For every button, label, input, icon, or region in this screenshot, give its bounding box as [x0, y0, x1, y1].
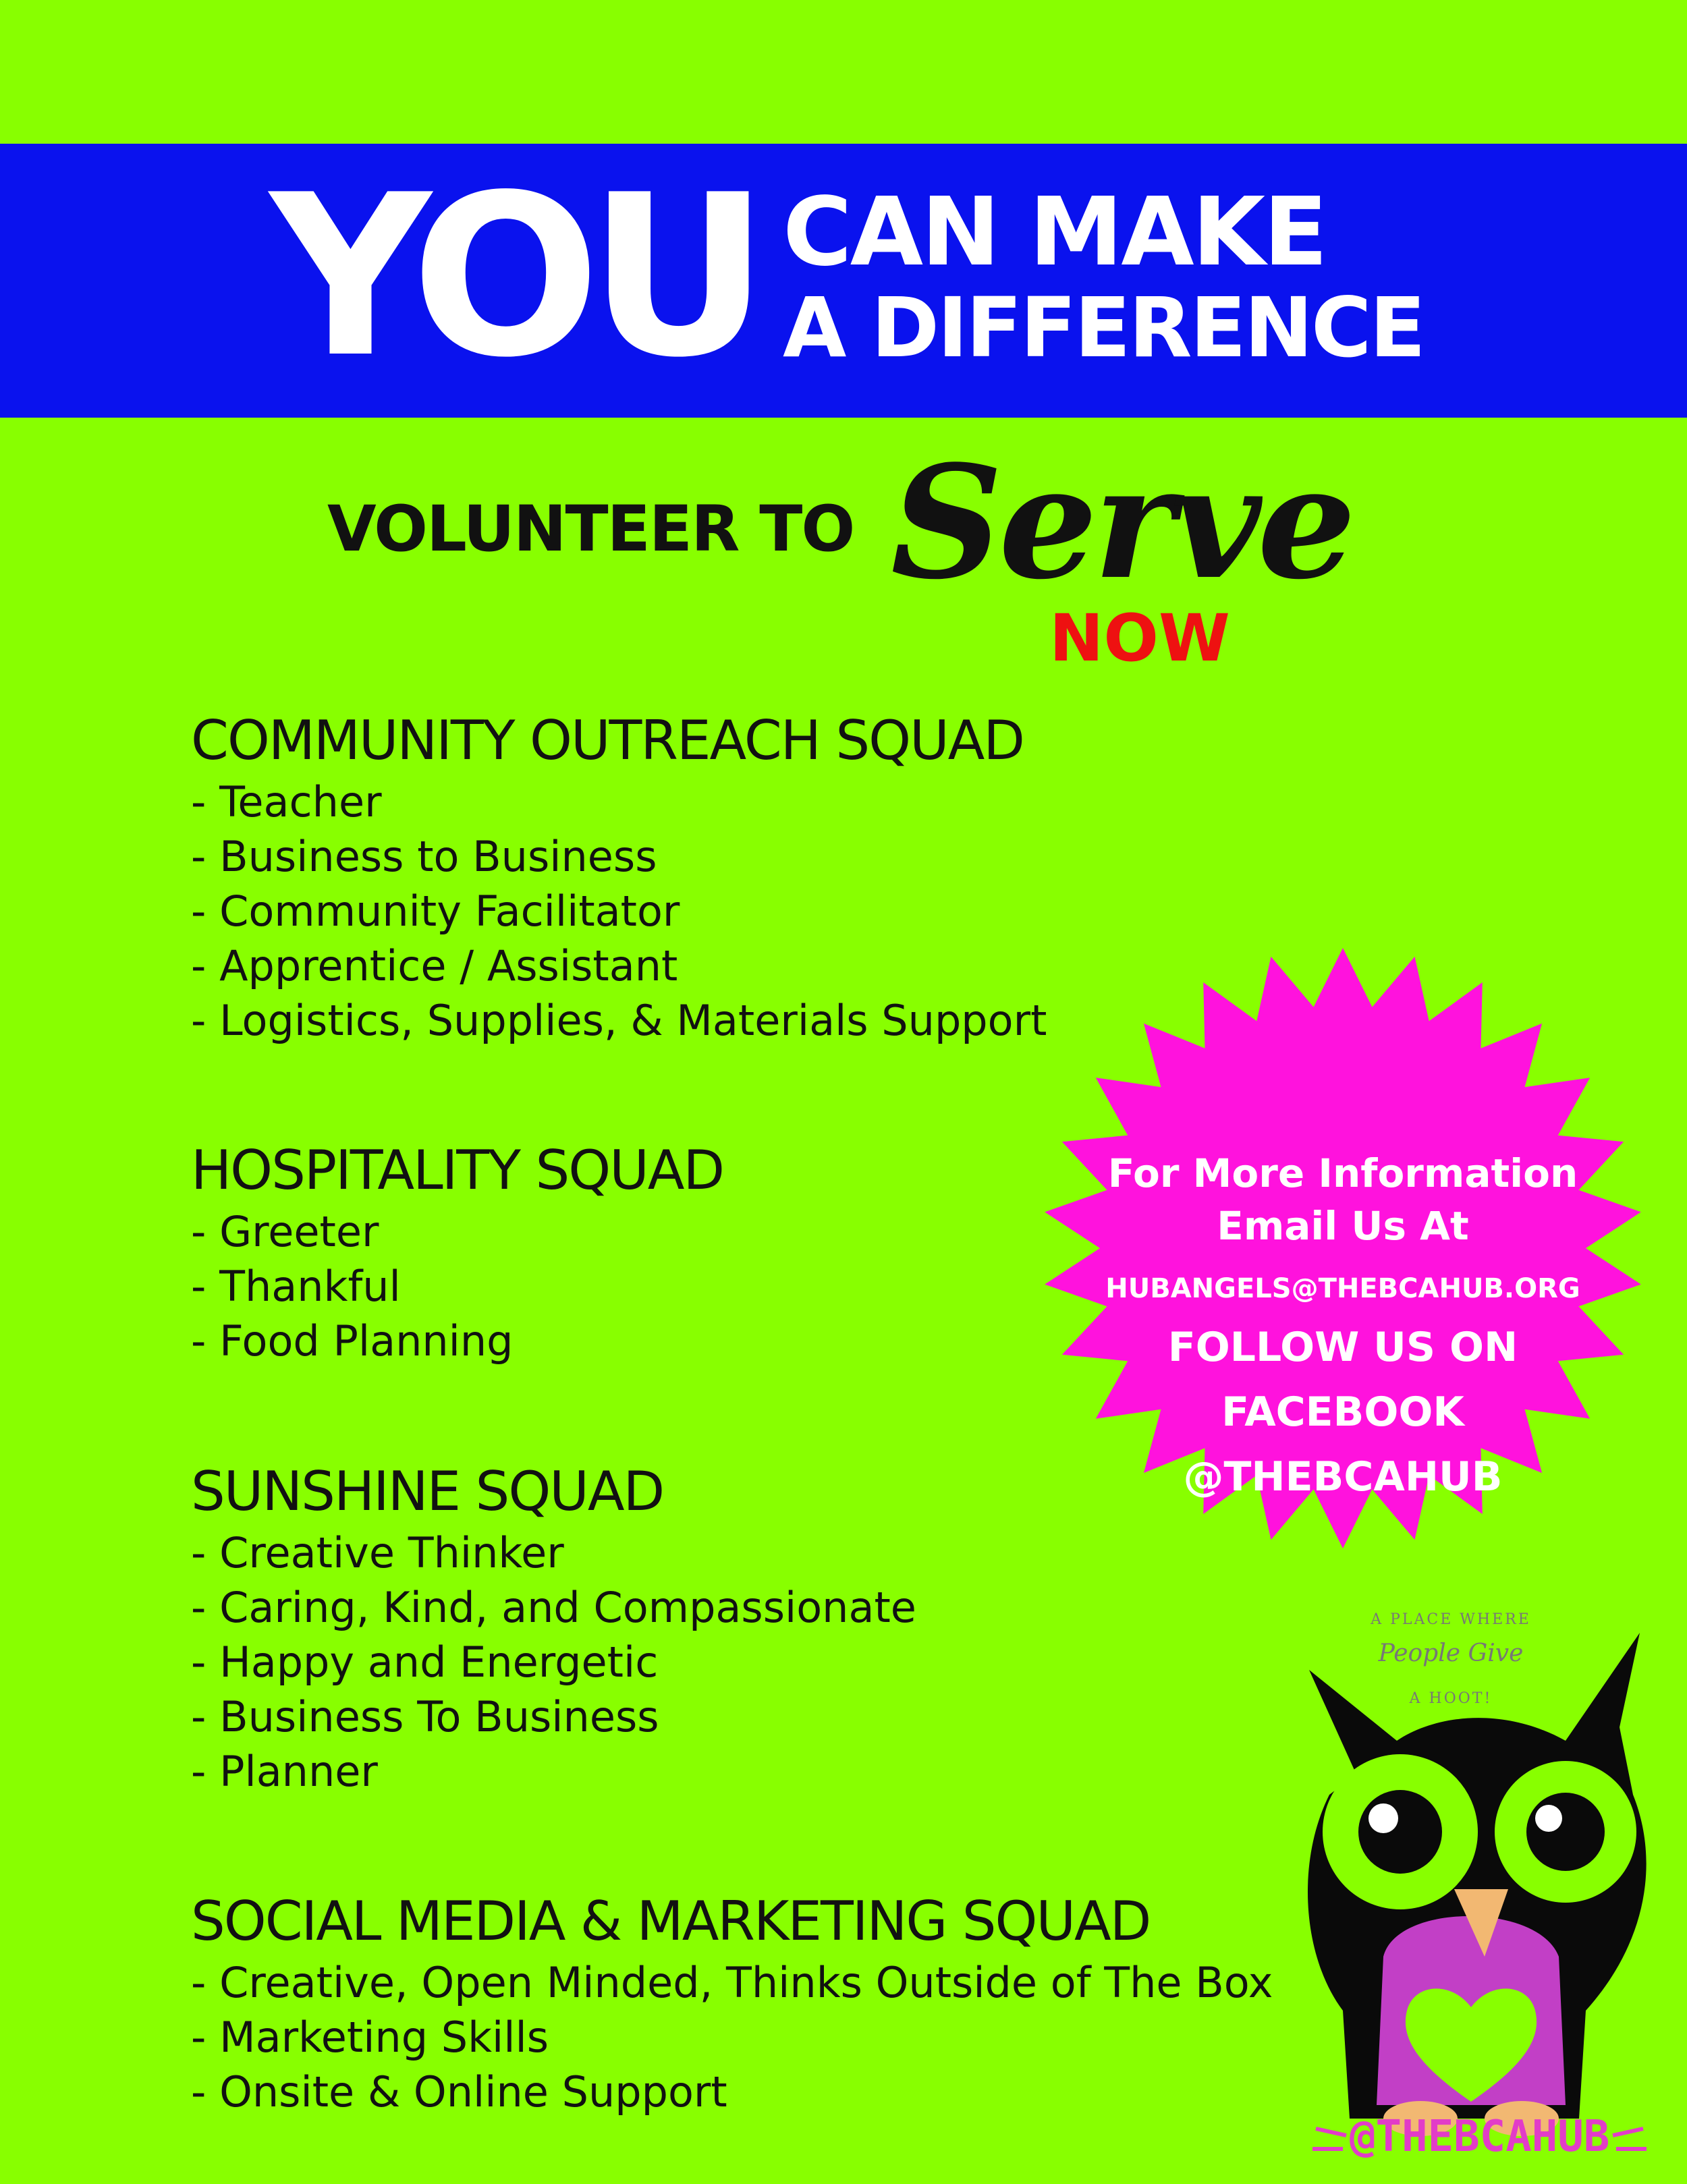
owl-left-glint-icon	[1368, 1803, 1398, 1833]
squad-sunshine	[191, 1459, 916, 1799]
owl-tagline-line-2: People Give	[1378, 1640, 1524, 1667]
dash-icon	[1316, 2129, 1346, 2135]
owl-left-pupil-icon	[1358, 1790, 1442, 1874]
list-item: - Creative, Open Minded, Thinks Outside of The Box	[191, 1958, 1273, 2007]
owl-logo-icon	[1282, 1606, 1674, 2159]
owl-right-pupil-icon	[1526, 1793, 1605, 1871]
list-item: - Marketing Skills	[191, 2013, 549, 2062]
squad-social-media-marketing	[191, 1889, 1273, 2119]
list-item: - Creative Thinker	[191, 1528, 564, 1577]
list-item: - Greeter	[191, 1207, 379, 1256]
owl-tagline-line-3: A HOOT!	[1409, 1690, 1493, 1707]
info-follow-line-1: FOLLOW US ON	[1167, 1324, 1518, 1371]
list-item: - Community Facilitator	[191, 887, 680, 936]
info-follow-line-2: FACEBOOK	[1221, 1389, 1464, 1436]
owl-right-glint-icon	[1535, 1805, 1562, 1832]
info-line-1: For More Information	[1107, 1150, 1578, 1196]
serve-script-text: Serve	[891, 432, 1352, 614]
headline-a-difference: A DIFFERENCE	[783, 280, 1424, 376]
owl-tagline-line-1: A PLACE WHERE	[1371, 1611, 1531, 1628]
info-facebook-handle[interactable]: @THEBCAHUB	[1183, 1453, 1503, 1501]
list-item: - Apprentice / Assistant	[191, 941, 678, 990]
squad-community-outreach	[191, 708, 1047, 1048]
list-item: - Happy and Energetic	[191, 1637, 659, 1687]
list-item: - Business to Business	[191, 832, 657, 881]
info-text-block	[1039, 1147, 1647, 1503]
list-item: - Business To Business	[191, 1692, 659, 1741]
squad-title: COMMUNITY OUTREACH SQUAD	[191, 709, 1024, 772]
headline-you: YOU	[270, 147, 757, 406]
owl-handle-text[interactable]: @THEBCAHUB	[1350, 2112, 1610, 2162]
list-item: - Logistics, Supplies, & Materials Support	[191, 996, 1047, 1045]
list-item: - Thankful	[191, 1262, 401, 1311]
info-line-2: Email Us At	[1217, 1203, 1469, 1249]
list-item: - Onsite & Online Support	[191, 2067, 727, 2117]
volunteer-to-text: VOLUNTEER TO	[327, 493, 854, 566]
now-text: NOW	[1049, 600, 1230, 676]
squad-title: SOCIAL MEDIA & MARKETING SQUAD	[191, 1890, 1151, 1953]
squad-title: SUNSHINE SQUAD	[191, 1460, 664, 1523]
headline-can-make: CAN MAKE	[783, 177, 1326, 287]
list-item: - Caring, Kind, and Compassionate	[191, 1583, 916, 1632]
list-item: - Planner	[191, 1747, 378, 1796]
info-email-link[interactable]: HUBANGELS@THEBCAHUB.ORG	[1105, 1273, 1580, 1304]
list-item: - Teacher	[191, 777, 382, 827]
dash-icon	[1613, 2129, 1643, 2135]
list-item: - Food Planning	[191, 1316, 514, 1366]
squad-title: HOSPITALITY SQUAD	[191, 1139, 724, 1202]
squad-hospitality	[191, 1138, 723, 1368]
